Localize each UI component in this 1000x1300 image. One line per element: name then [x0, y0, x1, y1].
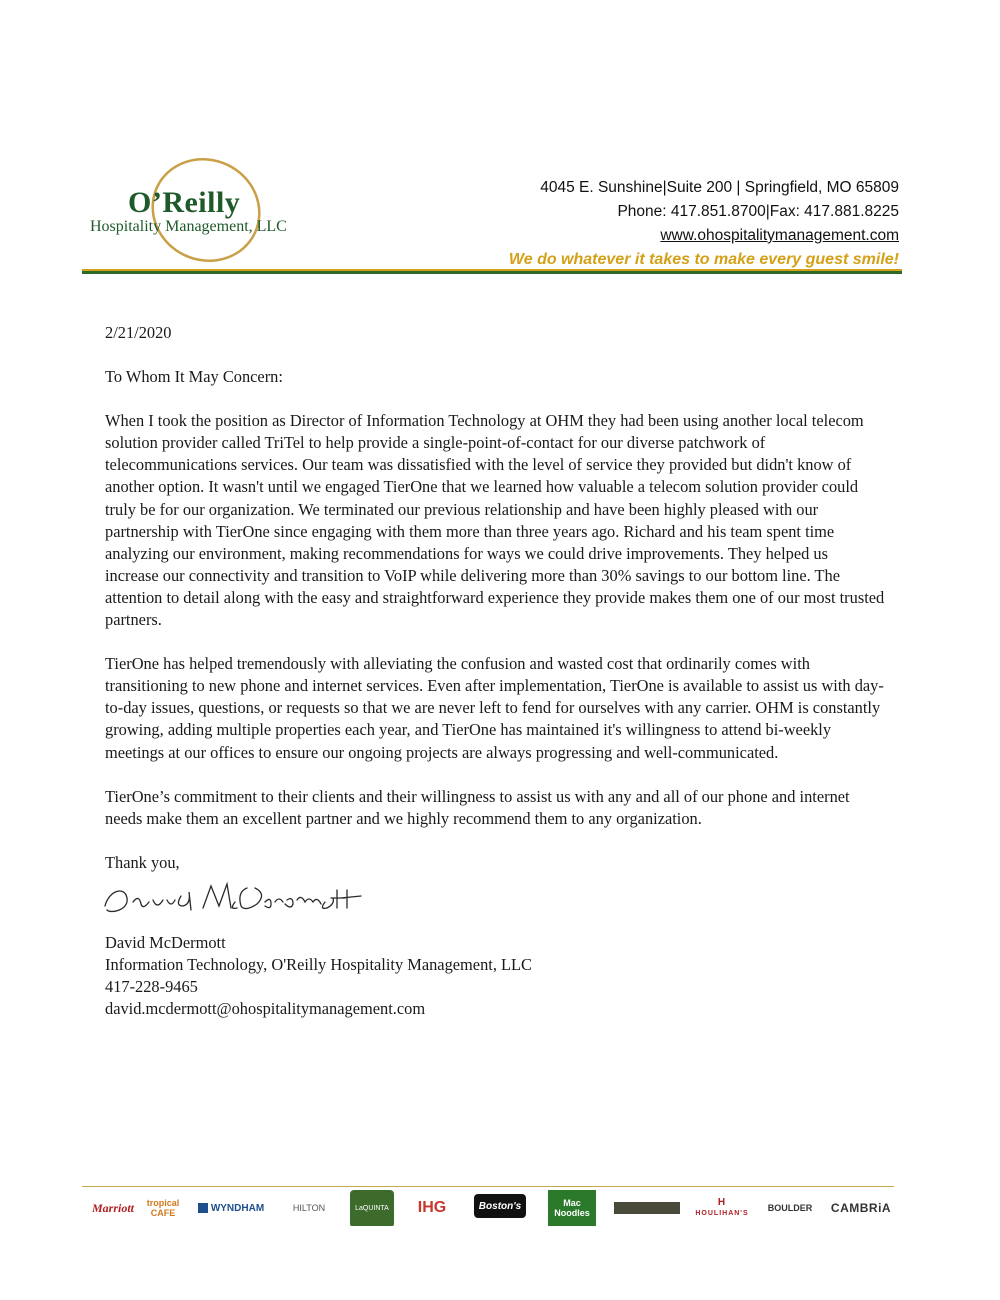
paragraph-3: TierOne’s commitment to their clients and their willingness to assist us with any and all of our phone and internet needs make them an excellent partner and we highly recommend them to any organization. [105, 786, 850, 828]
website-link[interactable]: www.ohospitalitymanagement.com [660, 227, 899, 244]
header-rule-green [82, 271, 902, 274]
tropical-cafe-logo [146, 1190, 180, 1226]
wyndham-logo [190, 1190, 272, 1226]
hilton-logo: HILTON [292, 1203, 326, 1213]
brand-logos [86, 1190, 898, 1230]
mac-noodles-logo [548, 1190, 596, 1226]
mac-noodles-bottom: Noodles [554, 1208, 590, 1218]
handwritten-signature [105, 874, 885, 924]
houlihans-mark: H [717, 1197, 727, 1208]
tagline: We do whatever it takes to make every guest smile! [508, 251, 899, 268]
signer-phone: 417-228-9465 [105, 977, 198, 997]
paragraph-1: When I took the position as Director of Information Technology at OHM they had been using another local telecom solution provider called TriTel to help provide a single-point-of-contact for our diverse patchwork of telecommunications services. Our team was dissatisfied with the level of service they provided but didn't know of another option. It wasn't until we engaged TierOne that we learned how valuable a telecom solution provider could truly be for our organization. We terminated our previous relationship and have been highly pleased with our partnership with TierOne since engaging with them more than three years ago. Richard and his team spent time analyzing our environment, making recommendations for ways we could drive improvements. They helped us increase our connectivity and transition to VoIP while delivering more than 30% savings to our bottom line. The attention to detail along with the easy and straightforward experience they provide makes them one of our most trusted partners. [105, 411, 885, 630]
hotel-brand-logo [614, 1202, 680, 1214]
cambria-logo: CAMBRiA [830, 1201, 892, 1215]
wyndham-label: WYNDHAM [210, 1202, 265, 1214]
logo-subtitle: Hospitality Management, LLC [90, 218, 287, 235]
boulder-logo: BOULDER [767, 1203, 813, 1213]
tropical-cafe-top: tropical [146, 1198, 180, 1208]
closing: Thank you, [105, 852, 180, 872]
laquinta-logo: LaQUINTA [350, 1190, 394, 1226]
mac-noodles-top: Mac [563, 1198, 581, 1208]
signer-email[interactable]: david.mcdermott@ohospitalitymanagement.com [105, 999, 426, 1019]
tropical-cafe-bottom: CAFE [150, 1208, 176, 1218]
letter-date: 2/21/2020 [105, 323, 172, 342]
marriott-logo: Marriott [91, 1200, 134, 1215]
phone-fax: Phone: 417.851.8700|Fax: 417.881.8225 [617, 203, 899, 220]
footer-rule [82, 1186, 894, 1187]
paragraph-2: TierOne has helped tremendously with alleviating the confusion and wasted cost that ordinarily comes with transitioning to new phone and internet services. Even after implementation, TierOne is available to assist us with day-to-day issues, questions, or requests so that we are never left to fend for ourselves with any carrier. OHM is constantly growing, adding multiple properties each year, and TierOne has maintained it's willingness to attend bi-weekly meetings at our offices to ensure our ongoing projects are always progressing and well-communicated. [105, 654, 884, 762]
houlihans-logo [690, 1190, 754, 1226]
signer-block [105, 932, 885, 1020]
company-logo [88, 148, 328, 268]
letter-body [105, 322, 885, 1020]
wyndham-mark-icon [198, 1203, 208, 1213]
signer-title: Information Technology, O'Reilly Hospitality Management, LLC [105, 954, 532, 974]
logo-name: O’Reilly [128, 186, 241, 219]
contact-block [509, 176, 899, 272]
ihg-logo: IHG [417, 1199, 447, 1216]
address: 4045 E. Sunshine|Suite 200 | Springfield, MO 65809 [540, 179, 899, 196]
signer-name: David McDermott [105, 932, 226, 952]
houlihans-label: HOULIHAN'S [695, 1210, 749, 1217]
signature-icon [99, 876, 369, 922]
bostons-logo: Boston's [474, 1194, 526, 1218]
greeting: To Whom It May Concern: [105, 367, 283, 387]
